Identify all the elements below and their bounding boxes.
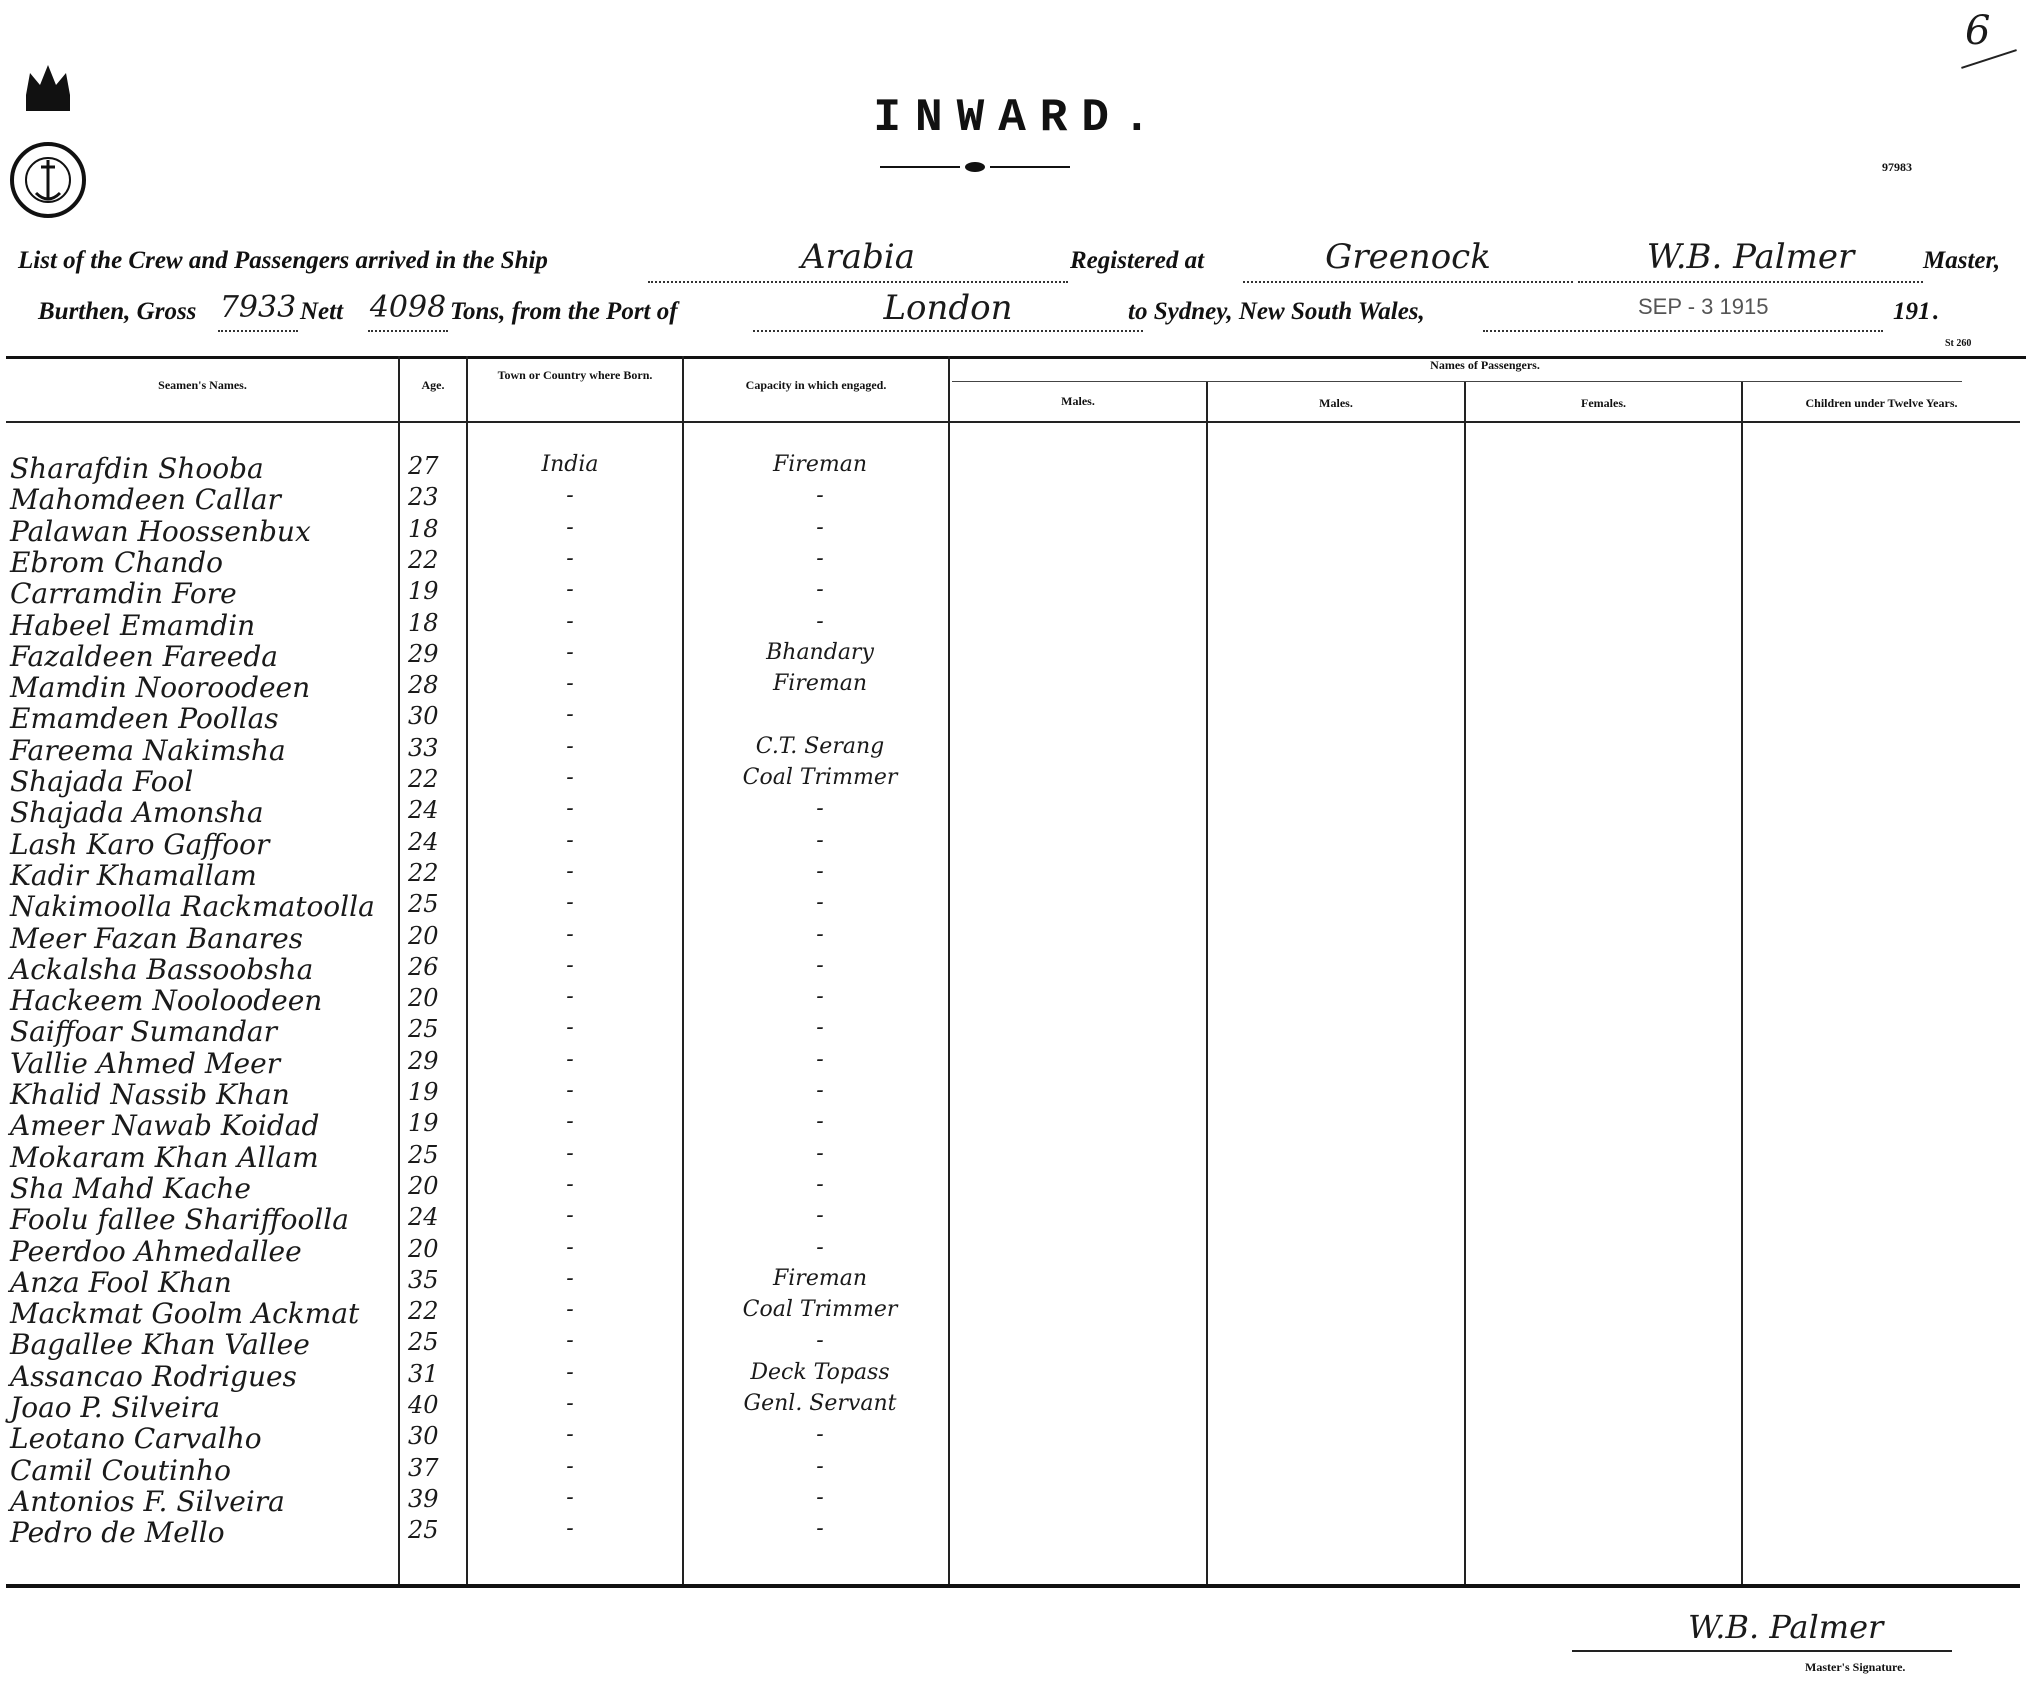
tons-port-label: Tons, from the Port of xyxy=(450,298,678,325)
crew-age: 22 xyxy=(408,545,439,574)
crew-capacity: - xyxy=(816,608,824,634)
crew-birthplace: - xyxy=(566,1484,574,1510)
date-blank xyxy=(1483,330,1883,332)
crew-row xyxy=(0,1360,950,1392)
crew-row xyxy=(0,671,950,703)
crew-name: Camil Coutinho xyxy=(10,1453,231,1487)
crew-name: Mahomdeen Callar xyxy=(10,483,281,517)
crew-birthplace: - xyxy=(566,1359,574,1385)
ship-blank xyxy=(648,281,1068,283)
crew-birthplace: - xyxy=(566,608,574,634)
crew-row xyxy=(0,1297,950,1329)
crew-birthplace: - xyxy=(566,1203,574,1229)
crew-birthplace: - xyxy=(566,1422,574,1448)
from-port: London xyxy=(883,288,1013,328)
crew-name: Hackeem Nooloodeen xyxy=(10,984,323,1018)
crew-name: Nakimoolla Rackmatoolla xyxy=(10,890,375,924)
crew-birthplace: - xyxy=(566,1453,574,1479)
crew-capacity: - xyxy=(816,1203,824,1229)
crew-row xyxy=(0,1422,950,1454)
master-blank xyxy=(1578,281,1923,283)
crew-row xyxy=(0,452,950,484)
crew-age: 24 xyxy=(408,827,439,856)
crew-age: 29 xyxy=(408,1046,439,1075)
crew-name: Habeel Emamdin xyxy=(10,608,256,642)
crew-capacity: Deck Topass xyxy=(750,1359,890,1385)
crew-row xyxy=(0,1516,950,1548)
crew-birthplace: - xyxy=(566,545,574,571)
crew-capacity: - xyxy=(816,1109,824,1135)
crew-capacity: - xyxy=(816,796,824,822)
date-stamp: SEP - 3 1915 xyxy=(1638,294,1769,319)
crew-row xyxy=(0,1391,950,1423)
crew-birthplace: - xyxy=(566,1109,574,1135)
crew-row xyxy=(0,577,950,609)
crew-capacity: - xyxy=(816,952,824,978)
crew-name: Pedro de Mello xyxy=(10,1516,225,1550)
ship-name: Arabia xyxy=(801,237,915,277)
burthen-label: Burthen, Gross xyxy=(38,298,197,325)
crew-capacity: Bhandary xyxy=(766,639,874,665)
crew-name: Kadir Khamallam xyxy=(10,858,257,892)
crew-row xyxy=(0,1015,950,1047)
header-males-2: Males. xyxy=(1319,396,1353,410)
crew-birthplace: - xyxy=(566,1234,574,1260)
crew-capacity: C.T. Serang xyxy=(755,733,885,759)
header-passengers: Names of Passengers. xyxy=(1430,358,1540,372)
crew-capacity: - xyxy=(816,1046,824,1072)
crew-row xyxy=(0,515,950,547)
crew-row xyxy=(0,1235,950,1267)
crew-row xyxy=(0,1109,950,1141)
col-divider-females xyxy=(1464,382,1466,1586)
crew-name: Bagallee Khan Vallee xyxy=(10,1328,310,1362)
crew-birthplace: - xyxy=(566,733,574,759)
crew-birthplace: - xyxy=(566,1015,574,1041)
header-seamen-names: Seamen's Names. xyxy=(158,378,247,392)
crew-capacity: - xyxy=(816,545,824,571)
crew-row xyxy=(0,765,950,797)
crew-capacity: - xyxy=(816,1516,824,1542)
header-town: Town or Country where Born. xyxy=(497,368,653,382)
crew-age: 25 xyxy=(408,1516,439,1545)
crew-row xyxy=(0,483,950,515)
crew-capacity: Fireman xyxy=(773,1265,867,1291)
crew-capacity: - xyxy=(816,1422,824,1448)
year-period: . xyxy=(1933,298,1940,325)
crew-age: 24 xyxy=(408,796,439,825)
crew-birthplace: - xyxy=(566,671,574,697)
crew-age: 19 xyxy=(408,577,439,606)
crew-row xyxy=(0,640,950,672)
crew-row xyxy=(0,859,950,891)
crew-age: 27 xyxy=(408,452,439,480)
crew-capacity: - xyxy=(816,827,824,853)
crew-age: 18 xyxy=(408,608,439,637)
passenger-header-rule xyxy=(952,381,1962,382)
crew-age: 40 xyxy=(408,1391,439,1419)
header-males-1: Males. xyxy=(1061,394,1095,408)
crew-name: Sha Mahd Kache xyxy=(10,1171,251,1205)
crown-anchor-seal-icon xyxy=(8,55,88,235)
crew-age: 28 xyxy=(408,671,439,700)
crew-row xyxy=(0,890,950,922)
crew-name: Saiffoar Sumandar xyxy=(10,1015,277,1049)
crew-age: 30 xyxy=(408,702,439,731)
crew-name: Foolu fallee Shariffoolla xyxy=(10,1203,349,1237)
crew-row xyxy=(0,1141,950,1173)
crew-row xyxy=(0,1203,950,1235)
crew-age: 23 xyxy=(408,483,439,512)
crew-capacity: Coal Trimmer xyxy=(742,765,898,790)
crew-capacity: Fireman xyxy=(773,452,867,477)
gross-tons: 7933 xyxy=(219,290,297,325)
crew-row xyxy=(0,1328,950,1360)
crew-birthplace: - xyxy=(566,796,574,822)
col-divider-males2 xyxy=(1206,382,1208,1586)
page-number: 6 xyxy=(1965,8,1991,54)
crew-birthplace: - xyxy=(566,1171,574,1197)
crew-birthplace: - xyxy=(566,514,574,540)
crew-age: 22 xyxy=(408,858,439,887)
crew-row xyxy=(0,734,950,766)
crew-birthplace: - xyxy=(566,639,574,665)
crew-capacity: - xyxy=(816,577,824,603)
list-prefix: List of the Crew and Passengers arrived in the Ship xyxy=(18,247,548,274)
crew-capacity: - xyxy=(816,1015,824,1041)
crew-name: Mamdin Nooroodeen xyxy=(10,671,311,705)
crew-row xyxy=(0,796,950,828)
crew-row xyxy=(0,1172,950,1204)
crew-capacity: - xyxy=(816,483,824,509)
crew-birthplace: - xyxy=(566,890,574,916)
crew-age: 20 xyxy=(408,984,439,1013)
header-age: Age. xyxy=(421,378,445,392)
crew-row xyxy=(0,609,950,641)
crew-age: 35 xyxy=(408,1265,439,1294)
year-label: 191 xyxy=(1893,298,1931,325)
crew-name: Sharafdin Shooba xyxy=(10,452,264,485)
crew-birthplace: - xyxy=(566,827,574,853)
crew-age: 20 xyxy=(408,921,439,950)
crew-name: Carramdin Fore xyxy=(10,577,237,611)
crew-row xyxy=(0,922,950,954)
destination-label: to Sydney, New South Wales, xyxy=(1128,298,1425,325)
crew-birthplace: - xyxy=(566,1078,574,1103)
crew-age: 39 xyxy=(408,1484,439,1513)
crew-age: 33 xyxy=(408,733,439,762)
crew-capacity: - xyxy=(816,1453,824,1479)
col-divider-children xyxy=(1741,382,1743,1586)
crew-row xyxy=(0,546,950,578)
crew-birthplace: - xyxy=(566,1391,574,1416)
nett-blank xyxy=(368,330,448,332)
crew-row xyxy=(0,1047,950,1079)
master-signature: W.B. Palmer xyxy=(1688,1608,1884,1646)
crew-age: 22 xyxy=(408,1297,439,1326)
crew-capacity: - xyxy=(816,1140,824,1166)
signature-label: Master's Signature. xyxy=(1805,1660,1906,1674)
crew-name: Meer Fazan Banares xyxy=(10,921,304,955)
crew-age: 25 xyxy=(408,1140,439,1169)
master-label: Master, xyxy=(1923,247,2001,274)
crew-row xyxy=(0,1266,950,1298)
crew-name: Mokaram Khan Allam xyxy=(10,1140,319,1174)
header-divider xyxy=(6,421,2020,423)
crew-age: 19 xyxy=(408,1078,439,1106)
crew-birthplace: - xyxy=(566,952,574,978)
crew-name: Shajada Fool xyxy=(10,765,194,798)
serial-number: 97983 xyxy=(1882,160,1912,174)
crew-name: Joao P. Silveira xyxy=(10,1391,221,1424)
crew-birthplace: - xyxy=(566,1328,574,1354)
crew-capacity: - xyxy=(816,1484,824,1510)
crew-birthplace: - xyxy=(566,1140,574,1166)
crew-birthplace: - xyxy=(566,765,574,790)
crew-row xyxy=(0,1078,950,1110)
port-blank xyxy=(753,330,1143,332)
crew-name: Assancao Rodrigues xyxy=(10,1359,297,1393)
gross-blank xyxy=(218,330,298,332)
crew-name: Leotano Carvalho xyxy=(10,1422,262,1456)
crew-birthplace: - xyxy=(566,921,574,947)
crew-name: Antonios F. Silveira xyxy=(10,1484,285,1518)
crew-name: Ameer Nawab Koidad xyxy=(10,1109,320,1143)
crew-name: Khalid Nassib Khan xyxy=(10,1078,290,1111)
crew-name: Fazaldeen Fareeda xyxy=(10,639,278,673)
crew-name: Ebrom Chando xyxy=(10,545,224,579)
crew-age: 19 xyxy=(408,1109,439,1138)
crew-capacity: - xyxy=(816,858,824,884)
master-name: W.B. Palmer xyxy=(1646,237,1855,277)
crew-age: 26 xyxy=(408,952,439,981)
crew-age: 20 xyxy=(408,1234,439,1263)
crew-birthplace: - xyxy=(566,1265,574,1291)
crew-name: Lash Karo Gaffoor xyxy=(10,827,270,861)
crew-capacity: - xyxy=(816,890,824,916)
registered-blank xyxy=(1243,281,1573,283)
crew-age: 22 xyxy=(408,765,439,793)
crew-age: 37 xyxy=(408,1453,439,1482)
crew-name: Mackmat Goolm Ackmat xyxy=(10,1297,360,1331)
crew-row xyxy=(0,953,950,985)
crew-age: 25 xyxy=(408,1328,439,1357)
crew-name: Anza Fool Khan xyxy=(10,1265,232,1299)
crew-birthplace: - xyxy=(566,984,574,1010)
crew-name: Fareema Nakimsha xyxy=(10,733,286,767)
crew-capacity: - xyxy=(816,1328,824,1354)
nett-tons: 4098 xyxy=(369,290,447,325)
document-title: INWARD. xyxy=(873,92,1165,144)
crew-capacity: - xyxy=(816,984,824,1010)
crew-birthplace: - xyxy=(566,1516,574,1542)
nett-label: Nett xyxy=(300,298,344,325)
crew-capacity: Coal Trimmer xyxy=(742,1297,898,1323)
table-bottom-rule xyxy=(6,1584,2020,1588)
crew-row xyxy=(0,1485,950,1517)
crew-capacity: Genl. Servant xyxy=(743,1391,897,1416)
crew-age: 30 xyxy=(408,1422,439,1451)
crew-birthplace: - xyxy=(566,1046,574,1072)
port-registered: Greenock xyxy=(1325,237,1491,277)
crew-age: 18 xyxy=(408,514,439,543)
crew-age: 24 xyxy=(408,1203,439,1232)
crew-capacity: - xyxy=(816,1078,824,1103)
header-children: Children under Twelve Years. xyxy=(1805,396,1958,410)
crew-row xyxy=(0,702,950,734)
title-ornament xyxy=(880,160,1070,174)
crew-birthplace: India xyxy=(541,452,599,477)
crew-age: 25 xyxy=(408,890,439,919)
registered-label: Registered at xyxy=(1070,247,1205,274)
crew-row xyxy=(0,828,950,860)
crew-birthplace: - xyxy=(566,702,574,728)
crew-birthplace: - xyxy=(566,483,574,509)
crew-age: 29 xyxy=(408,639,439,668)
crew-birthplace: - xyxy=(566,577,574,603)
crew-birthplace: - xyxy=(566,858,574,884)
header-capacity: Capacity in which engaged. xyxy=(745,378,887,392)
crew-capacity: - xyxy=(816,1171,824,1197)
crew-name: Emamdeen Poollas xyxy=(10,702,279,736)
crew-row xyxy=(0,1454,950,1486)
crew-name: Ackalsha Bassoobsha xyxy=(10,952,314,986)
crew-age: 20 xyxy=(408,1171,439,1200)
form-code: St 260 xyxy=(1945,338,1972,349)
crew-name: Peerdoo Ahmedallee xyxy=(10,1234,302,1268)
signature-line xyxy=(1572,1650,1952,1652)
crew-name: Palawan Hoossenbux xyxy=(10,514,311,548)
crew-capacity: Fireman xyxy=(773,671,867,697)
crew-capacity: - xyxy=(816,1234,824,1260)
crew-capacity: - xyxy=(816,514,824,540)
crew-birthplace: - xyxy=(566,1297,574,1323)
crew-age: 25 xyxy=(408,1015,439,1044)
crew-name: Vallie Ahmed Meer xyxy=(10,1046,281,1080)
crew-name: Shajada Amonsha xyxy=(10,796,264,830)
crew-capacity: - xyxy=(816,921,824,947)
header-females: Females. xyxy=(1581,396,1626,410)
crew-row xyxy=(0,984,950,1016)
crew-age: 31 xyxy=(408,1359,439,1388)
